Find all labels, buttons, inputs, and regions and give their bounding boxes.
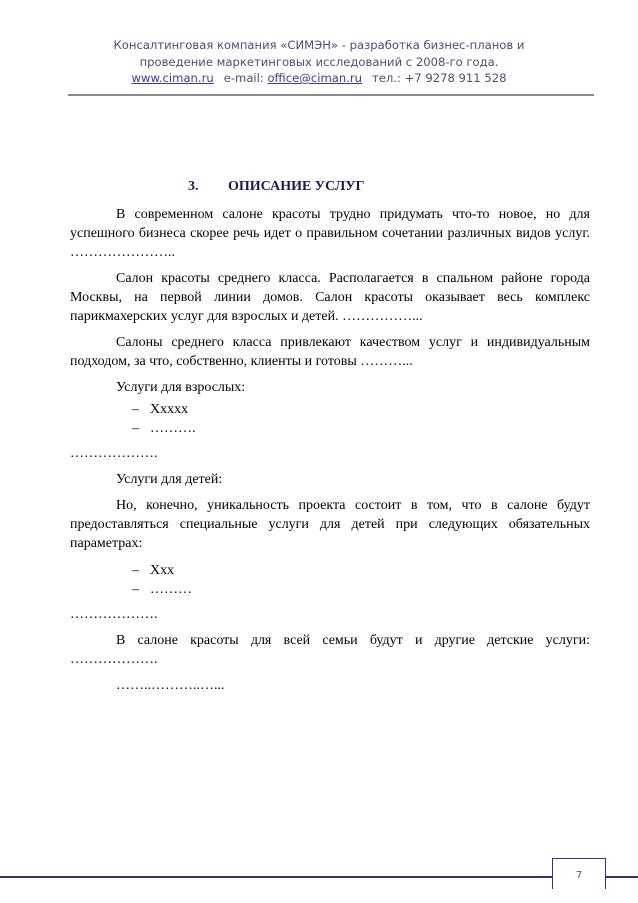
paragraph-4: Но, конечно, уникальность проекта состоит в том, что в салоне будут предоставляться специальные услуги для детей при следующих обязательных параметрах: <box>70 498 590 551</box>
adults-services-label: Услуги для взрослых: <box>116 380 246 395</box>
website-link[interactable]: www.ciman.ru <box>131 71 214 85</box>
paragraph-6: ……..………..…... <box>116 678 225 693</box>
kids-services-label: Услуги для детей: <box>116 472 223 487</box>
paragraph-3: Салоны среднего класса привлекают качеством услуг и индивидуальным подходом, за что, собственно, клиенты и готовы ………... <box>70 335 590 369</box>
list-item: – Ххх <box>132 563 175 578</box>
page-header <box>0 37 638 87</box>
list-item: – ………. <box>132 421 196 436</box>
header-line-2: проведение маркетинговых исследований с 2008-го года. <box>139 54 499 69</box>
header-line-3 <box>0 70 638 87</box>
page-number-box <box>552 858 606 889</box>
header-divider <box>68 94 594 96</box>
paragraph-1: В современном салоне красоты трудно придумать что-то новое, но для успешного бизнеса скорее речь идет о правильном сочетании различных видов услуг. ………………….. <box>70 207 590 260</box>
placeholder-dots-1: ………………. <box>70 446 158 461</box>
section-title: ОПИСАНИЕ УСЛУГ <box>228 179 365 194</box>
list-item: – Ххххх <box>132 402 189 417</box>
paragraph-5: В салоне красоты для всей семьи будут и другие детские услуги: ………………. <box>70 633 590 667</box>
email-label: e-mail: <box>223 71 264 85</box>
email-link[interactable]: office@ciman.ru <box>267 71 363 85</box>
footer-divider <box>0 876 638 878</box>
header-line-1: Консалтинговая компания «СИМЭН» - разработка бизнес-планов и <box>113 38 525 52</box>
kids-services-list <box>70 561 590 599</box>
adults-services-list <box>70 400 590 438</box>
page-number: 7 <box>575 870 583 881</box>
document-body <box>70 177 590 702</box>
section-heading <box>70 177 590 196</box>
section-number: 3. <box>188 179 199 194</box>
list-item: – ……… <box>132 582 192 597</box>
phone-text: тел.: +7 9278 911 528 <box>372 71 507 85</box>
placeholder-dots-2: ………………. <box>70 607 158 622</box>
paragraph-2: Салон красоты среднего класса. Располагается в спальном районе города Москвы, на первой линии домов. Салон красоты оказывает весь комплекс парикмахерских услуг для взрослых и детей. ……………... <box>70 271 590 324</box>
